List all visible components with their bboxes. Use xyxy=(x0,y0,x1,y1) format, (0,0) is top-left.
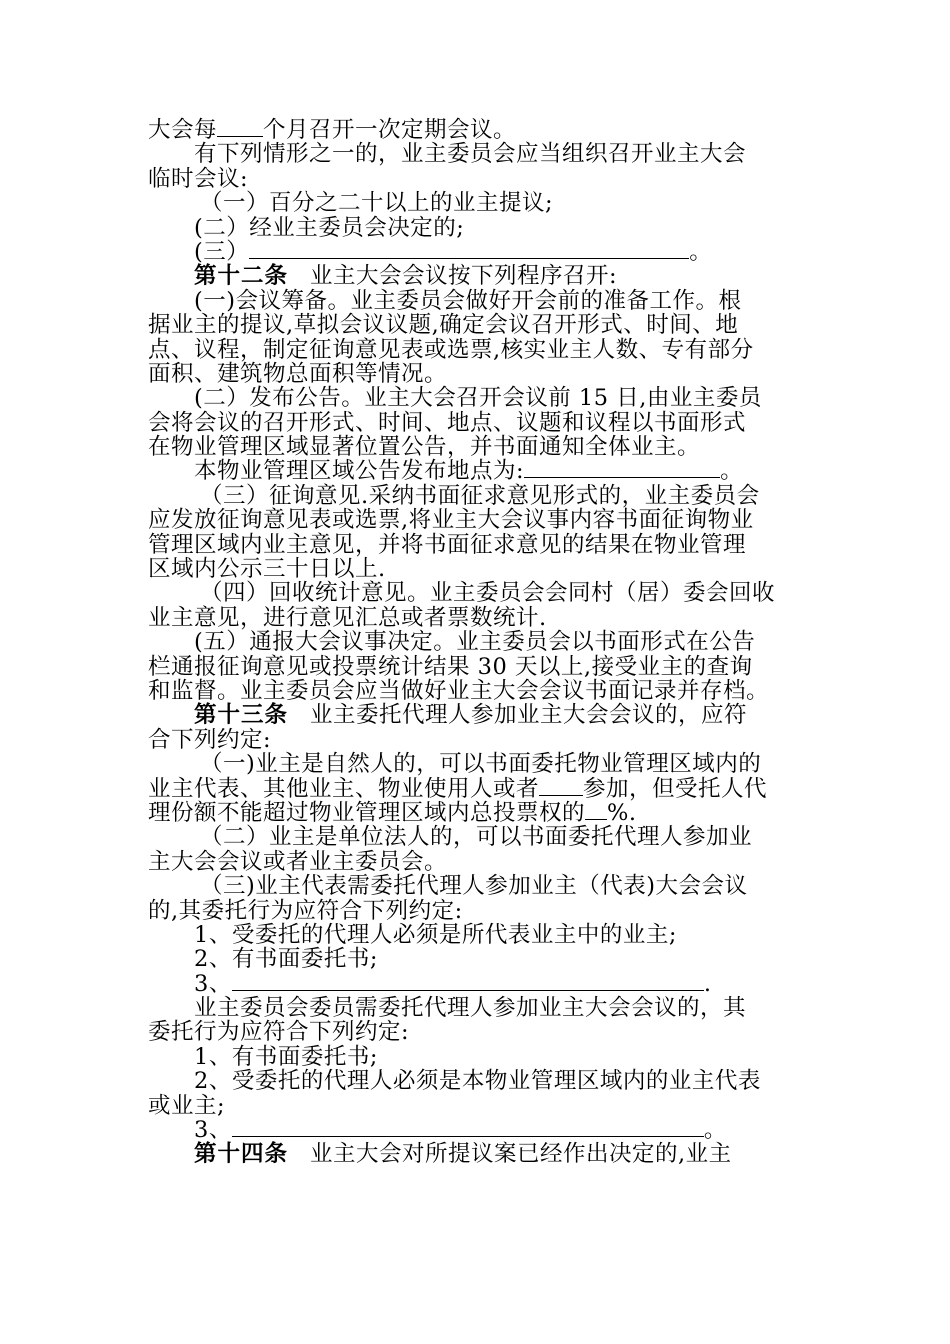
text-segment: (二）经业主委员会决定的; xyxy=(194,214,465,241)
text-segment: 业主大会会议按下列程序召开: xyxy=(310,263,618,290)
text-segment: 或业主; xyxy=(148,1092,226,1119)
text-line xyxy=(148,1142,808,1166)
text-line xyxy=(148,825,808,849)
text-segment: 3、 xyxy=(194,1117,232,1144)
text-line xyxy=(148,191,808,215)
text-line xyxy=(148,728,808,752)
text-segment: 参加，但受托人代 xyxy=(583,775,768,802)
text-segment: (五）通报大会议事决定。业主委员会以书面形式在公告 xyxy=(194,629,756,656)
text-line xyxy=(148,338,808,362)
text-line xyxy=(148,1020,808,1044)
fill-in-blank[interactable] xyxy=(585,801,607,820)
text-segment: (一)会议筹备。业主委员会做好开会前的准备工作。根 xyxy=(194,287,742,314)
text-line xyxy=(148,703,808,727)
text-segment: 应发放征询意见表或选票,将业主大会议事内容书面征询物业 xyxy=(148,507,754,534)
text-line xyxy=(148,508,808,532)
text-line xyxy=(148,630,808,654)
text-segment: 临时会议: xyxy=(148,165,249,192)
text-segment: （三）征询意见.采纳书面征求意见形式的，业主委员会 xyxy=(200,482,760,509)
text-segment: 1、有书面委托书; xyxy=(194,1043,378,1070)
text-segment: （二）业主是单位法人的，可以书面委托代理人参加业 xyxy=(200,824,753,851)
fill-in-blank[interactable] xyxy=(232,972,704,991)
fill-in-blank[interactable] xyxy=(249,240,689,259)
text-line xyxy=(148,1094,808,1118)
text-segment: 。 xyxy=(720,458,744,485)
text-line xyxy=(148,167,808,191)
text-line xyxy=(148,752,808,776)
text-segment: 在物业管理区域显著位置公告，并书面通知全体业主。 xyxy=(148,434,701,461)
text-segment: 大会每 xyxy=(148,117,218,143)
text-segment: (三） xyxy=(194,238,250,265)
text-segment: 合下列约定: xyxy=(148,726,272,753)
text-segment: 业主委员会委员需委托代理人参加业主大会会议的，其 xyxy=(194,995,747,1022)
text-line xyxy=(148,264,808,288)
fill-in-blank[interactable] xyxy=(539,777,583,796)
text-segment: 本物业管理区域公告发布地点为: xyxy=(194,458,525,485)
text-segment: 区域内公示三十日以上. xyxy=(148,556,386,583)
text-segment: 业主意见，进行意见汇总或者票数统计. xyxy=(148,604,547,631)
text-segment: 有下列情形之一的，业主委员会应当组织召开业主大会 xyxy=(194,141,747,168)
text-line xyxy=(148,533,808,557)
text-line xyxy=(148,411,808,435)
text-segment: 点、议程，制定征询意见表或选票,核实业主人数、专有部分 xyxy=(148,336,754,363)
text-line xyxy=(148,142,808,166)
text-line xyxy=(148,801,808,825)
text-segment: 会将会议的召开形式、时间、地点、议题和议程以书面形式 xyxy=(148,409,747,436)
text-segment: 2、有书面委托书; xyxy=(194,946,378,973)
text-line xyxy=(148,1118,808,1142)
text-line xyxy=(148,899,808,923)
text-line xyxy=(148,240,808,264)
text-segment: 面积、建筑物总面积等情况。 xyxy=(148,360,448,387)
text-line xyxy=(148,850,808,874)
article-heading: 第十二条 xyxy=(194,263,289,290)
text-line xyxy=(148,216,808,240)
text-line xyxy=(148,679,808,703)
text-segment: 的,其委托行为应符合下列约定: xyxy=(148,897,463,924)
text-line xyxy=(148,289,808,313)
text-segment: %. xyxy=(607,799,637,826)
text-segment: (二）发布公告。业主大会召开会议前 15 日,由业主委员 xyxy=(194,385,762,412)
text-segment: 3、 xyxy=(194,970,232,997)
text-line xyxy=(148,386,808,410)
text-line xyxy=(148,118,808,142)
text-segment: 据业主的提议,草拟会议议题,确定会议召开形式、时间、地 xyxy=(148,312,739,339)
text-segment: （一)业主是自然人的，可以书面委托物业管理区域内的 xyxy=(200,751,762,778)
text-line xyxy=(148,1045,808,1069)
text-segment: 。 xyxy=(689,238,713,265)
text-segment: 业主委托代理人参加业主大会会议的，应符 xyxy=(310,702,748,729)
document-page xyxy=(148,118,808,1167)
text-segment: 个月召开一次定期会议。 xyxy=(263,117,517,143)
article-heading: 第十三条 xyxy=(194,702,289,729)
text-segment: 2、受委托的代理人必须是本物业管理区域内的业主代表 xyxy=(194,1068,761,1095)
text-line xyxy=(148,923,808,947)
text-segment: （四）回收统计意见。业主委员会会同村（居）委会回收 xyxy=(200,580,776,607)
text-segment: 栏通报征询意见或投票统计结果 30 天以上,接受业主的查询 xyxy=(148,653,753,680)
text-line xyxy=(148,947,808,971)
article-heading: 第十四条 xyxy=(194,1141,289,1168)
text-line xyxy=(148,996,808,1020)
text-segment: . xyxy=(703,970,712,997)
text-line xyxy=(148,655,808,679)
text-segment: （一）百分之二十以上的业主提议; xyxy=(200,190,554,217)
text-segment: 1、受委托的代理人必须是所代表业主中的业主; xyxy=(194,921,677,948)
text-segment: 主大会会议或者业主委员会。 xyxy=(148,848,448,875)
text-line xyxy=(148,972,808,996)
text-line xyxy=(148,606,808,630)
text-segment: 委托行为应符合下列约定: xyxy=(148,1019,410,1046)
fill-in-blank[interactable] xyxy=(217,118,263,137)
text-line xyxy=(148,459,808,483)
text-line xyxy=(148,874,808,898)
text-line xyxy=(148,1069,808,1093)
text-segment: 业主代表、其他业主、物业使用人或者 xyxy=(148,775,540,802)
text-segment: 。 xyxy=(703,1117,727,1144)
text-segment: 和监督。业主委员会应当做好业主大会会议书面记录并存档。 xyxy=(148,677,770,704)
text-segment: 管理区域内业主意见，并将书面征求意见的结果在物业管理 xyxy=(148,531,747,558)
fill-in-blank[interactable] xyxy=(524,459,720,478)
text-line xyxy=(148,557,808,581)
text-line xyxy=(148,313,808,337)
text-line xyxy=(148,581,808,605)
text-line xyxy=(148,362,808,386)
text-line xyxy=(148,435,808,459)
text-segment: 理份额不能超过物业管理区域内总投票权的 xyxy=(148,799,586,826)
text-segment: （三)业主代表需委托代理人参加业主（代表)大会会议 xyxy=(200,873,748,900)
fill-in-blank[interactable] xyxy=(232,1118,704,1137)
text-line xyxy=(148,484,808,508)
text-segment: 业主大会对所提议案已经作出决定的,业主 xyxy=(310,1141,732,1168)
text-line xyxy=(148,777,808,801)
